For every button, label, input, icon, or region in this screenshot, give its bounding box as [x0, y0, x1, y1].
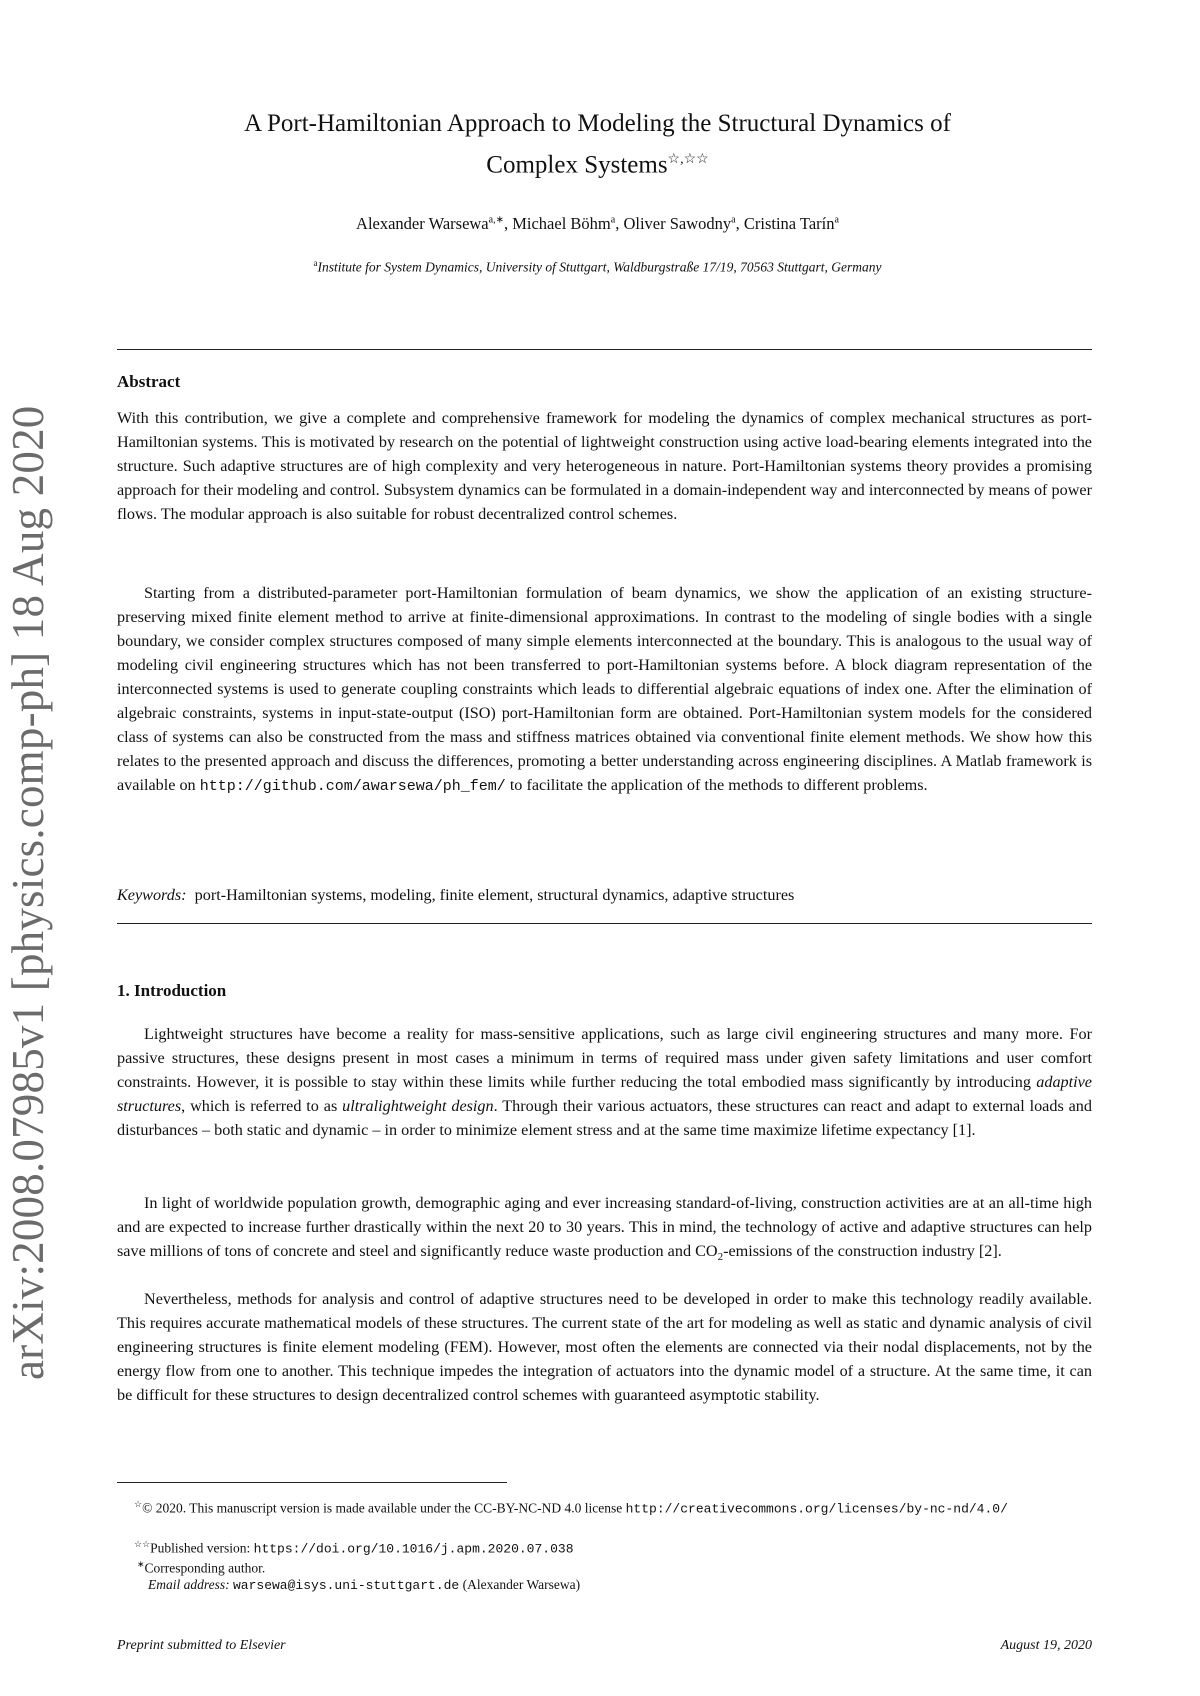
author-name: Cristina Tarín: [743, 214, 835, 233]
affiliation: $^a$Institute for System Dynamics, University of Stuttgart, Waldburgstraße 17/19, 70563 Stuttgart, Germany: [313, 258, 882, 275]
footnote-rule: [117, 1482, 507, 1483]
abstract-bottom-rule: [117, 923, 1092, 924]
footer-date: August 19, 2020: [1000, 1638, 1092, 1653]
keywords-list: port-Hamiltonian systems, modeling, finite element, structural dynamics, adaptive structures: [194, 886, 795, 904]
footnote-corresponding-author: ∗Corresponding author.: [137, 1559, 266, 1576]
intro-paragraph-1: Lightweight structures have become a reality for mass-sensitive applications, such as large civil engineering structures and many more. For passive structures, these designs present in most cases a minimum in terms of required mass under given safety limitations and user comfort constraints. However, it is possible to stay within these limits while further reducing the total embodied mass significantly by introducing adaptive structures, which is referred to as ultralightweight design. Through their various actuators, these structures can react and adapt to external loads and disturbances – both static and dynamic – in order to minimize element stress and at the same time maximize lifetime expectancy [1].: [117, 1025, 1092, 1139]
title-footnote-marks: ☆,☆☆: [667, 152, 709, 167]
title-line-2: Complex Systems☆,☆☆: [486, 151, 709, 179]
arxiv-stamp: arXiv:2008.07985v1 [physics.comp-ph] 18 Aug 2020: [3, 405, 53, 1380]
keywords-label: Keywords:: [117, 886, 187, 904]
abstract-top-rule: [117, 349, 1092, 350]
intro-paragraph-3: Nevertheless, methods for analysis and control of adaptive structures need to be developed in order to make this technology readily available. This requires accurate mathematical models of these structures. The current state of the art for modeling as well as static and dynamic analysis of civil engineering structures is finite element modeling (FEM). However, most often the elements are connected via their nodal displacements, not by the energy flow from one to another. This technique impedes the integration of actuators into the dynamic model of a structure. At the same time, it can be difficult for these structures to design decentralized control schemes with guaranteed asymptotic stability.: [117, 1290, 1092, 1404]
github-link[interactable]: http://github.com/awarsewa/ph_fem/: [199, 778, 506, 795]
title-line-1: A Port-Hamiltonian Approach to Modeling the Structural Dynamics of: [244, 110, 951, 137]
abstract-heading: Abstract: [117, 372, 181, 391]
doi-link[interactable]: https://doi.org/10.1016/j.apm.2020.07.038: [253, 1541, 574, 1557]
license-link[interactable]: http://creativecommons.org/licenses/by-nc-nd/4.0/: [625, 1501, 1008, 1517]
email-link[interactable]: warsewa@isys.uni-stuttgart.de: [233, 1578, 460, 1593]
footer-preprint-note: Preprint submitted to Elsevier: [117, 1638, 286, 1653]
paper-title: [130, 106, 1065, 183]
section-heading-introduction: 1. Introduction: [117, 981, 227, 1000]
author-name: Michael Böhm: [512, 214, 611, 233]
abstract-paragraph-1: With this contribution, we give a complete and comprehensive framework for modeling the dynamics of complex mechanical structures as port-Hamiltonian systems. This is motivated by research on the potential of lightweight construction using active load-bearing elements integrated into the structure. Such adaptive structures are of high complexity and very heterogeneous in nature. Port-Hamiltonian systems theory provides a promising approach for their modeling and control. Subsystem dynamics can be formulated in a domain-independent way and interconnected by means of power flows. The modular approach is also suitable for robust decentralized control schemes.: [117, 409, 1092, 523]
footnote-published-version: ☆☆Published version: https://doi.org/10.1016/j.apm.2020.07.038: [134, 1539, 574, 1557]
footnote-email: Email address: warsewa@isys.uni-stuttgart.de (Alexander Warsewa): [148, 1577, 581, 1593]
author-name: Oliver Sawodny: [623, 214, 732, 233]
keywords: [117, 883, 1092, 907]
abstract-paragraph-2: Starting from a distributed-parameter port-Hamiltonian formulation of beam dynamics, we show the application of an existing structure-preserving mixed finite element method to arrive at finite-dimensional approximations. In contrast to the modeling of single bodies with a single boundary, we consider complex structures composed of many simple elements interconnected at the boundary. This is analogous to the usual way of modeling civil engineering structures which has not been transferred to port-Hamiltonian systems before. A block diagram representation of the interconnected systems is used to generate coupling constraints which leads to differential algebraic equations of index one. After the elimination of algebraic constraints, systems in input-state-output (ISO) port-Hamiltonian form are obtained. Port-Hamiltonian system models for the considered class of systems can also be constructed from the mass and stiffness matrices obtained via conventional finite element methods. We show how this relates to the presented approach and discuss the differences, promoting a better understanding across engineering disciplines. A Matlab framework is available on http://github.com/awarsewa/ph_fem/ to facilitate the application of the methods to different problems.: [117, 584, 1092, 795]
author-list: Alexander Warsewa$^{a,∗}$, Michael Böhm$^a$, Oliver Sawodny$^a$, Cristina Tarín$^a$: [356, 214, 839, 233]
footnote-license: ☆© 2020. This manuscript version is made available under the CC-BY-NC-ND 4.0 license http://creativecommons.org/licenses/by-nc-nd/4.0/: [134, 1499, 1008, 1517]
author-name: Alexander Warsewa: [356, 214, 489, 233]
intro-paragraph-2: In light of worldwide population growth, demographic aging and ever increasing standard-of-living, construction activities are at an all-time high and are expected to increase further drastically within the next 20 to 30 years. This in mind, the technology of active and adaptive structures can help save millions of tons of concrete and steel and significantly reduce waste production and $CO_2$-emissions of the construction industry [2].: [117, 1194, 1092, 1264]
